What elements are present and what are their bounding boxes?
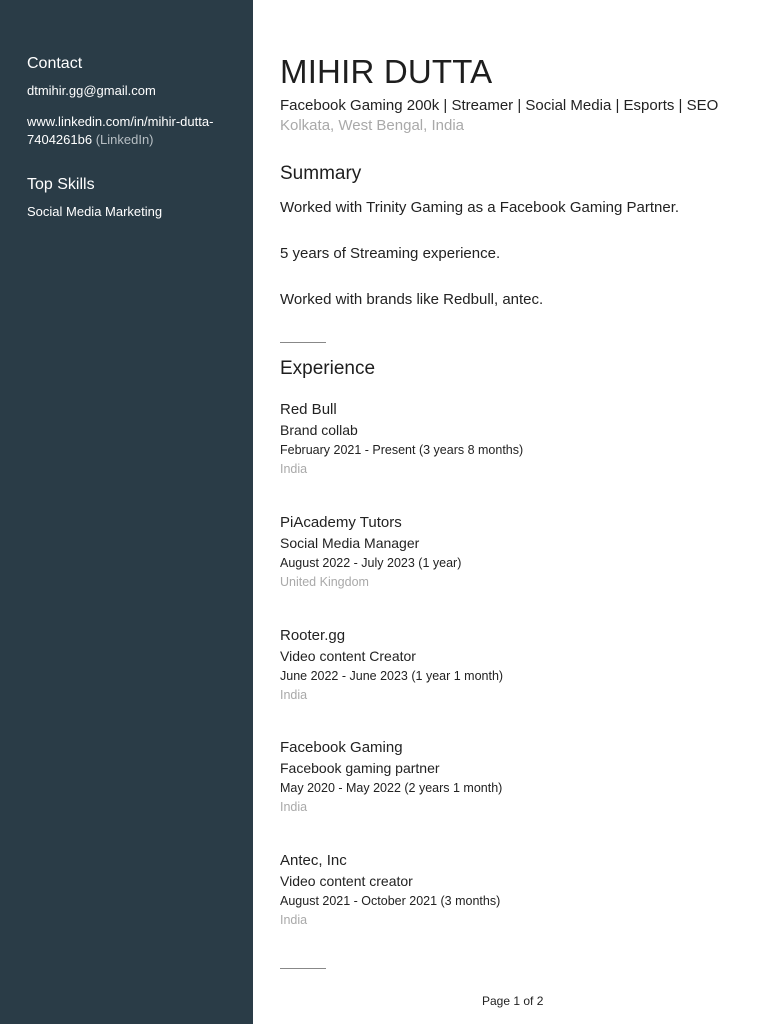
experience-company: Rooter.gg [280,627,346,644]
summary-paragraph: Worked with Trinity Gaming as a Facebook Gaming Partner. [280,199,680,216]
experience-dates: May 2020 - May 2022 (2 years 1 month) [280,781,503,795]
linkedin-label: (LinkedIn) [95,132,154,147]
section-divider [280,968,326,969]
section-divider [280,342,326,343]
summary-paragraph: 5 years of Streaming experience. [280,245,501,262]
summary-title: Summary [280,163,362,184]
experience-role: Video content Creator [280,648,416,664]
experience-dates: August 2022 - July 2023 (1 year) [280,556,462,570]
experience-role: Facebook gaming partner [280,760,440,776]
email-link[interactable]: dtmihir.gg@gmail.com [27,83,156,98]
experience-item [280,739,750,815]
contact-heading: Contact [27,55,83,72]
experience-dates: February 2021 - Present (3 years 8 months) [280,443,524,457]
experience-role: Social Media Manager [280,535,420,551]
page-title: MIHIR DUTTA [280,53,493,90]
experience-role: Brand collab [280,422,358,438]
top-skills-heading: Top Skills [27,176,95,193]
experience-dates: August 2021 - October 2021 (3 months) [280,894,501,908]
experience-dates: June 2022 - June 2023 (1 year 1 month) [280,669,504,683]
experience-company: Red Bull [280,401,337,418]
sidebar [0,0,253,1024]
linkedin-url[interactable]: www.linkedin.com/in/mihir-dutta-7404261b6 [27,114,214,147]
experience-location: India [280,913,308,927]
location: Kolkata, West Bengal, India [280,117,464,134]
experience-location: United Kingdom [280,575,369,589]
experience-title: Experience [280,358,376,379]
experience-role: Video content creator [280,873,413,889]
experience-item [280,627,750,703]
experience-company: PiAcademy Tutors [280,514,402,531]
experience-item [280,852,750,928]
linkedin-link[interactable] [27,113,217,149]
page-number: Page 1 of 2 [482,994,544,1008]
experience-location: India [280,462,308,476]
experience-item [280,514,750,590]
experience-location: India [280,800,308,814]
experience-item [280,401,750,477]
experience-company: Antec, Inc [280,852,347,869]
skill-item: Social Media Marketing [27,204,163,219]
experience-location: India [280,688,308,702]
summary-paragraph: Worked with brands like Redbull, antec. [280,291,544,308]
headline: Facebook Gaming 200k | Streamer | Social Media | Esports | SEO [280,97,719,114]
experience-company: Facebook Gaming [280,739,403,756]
